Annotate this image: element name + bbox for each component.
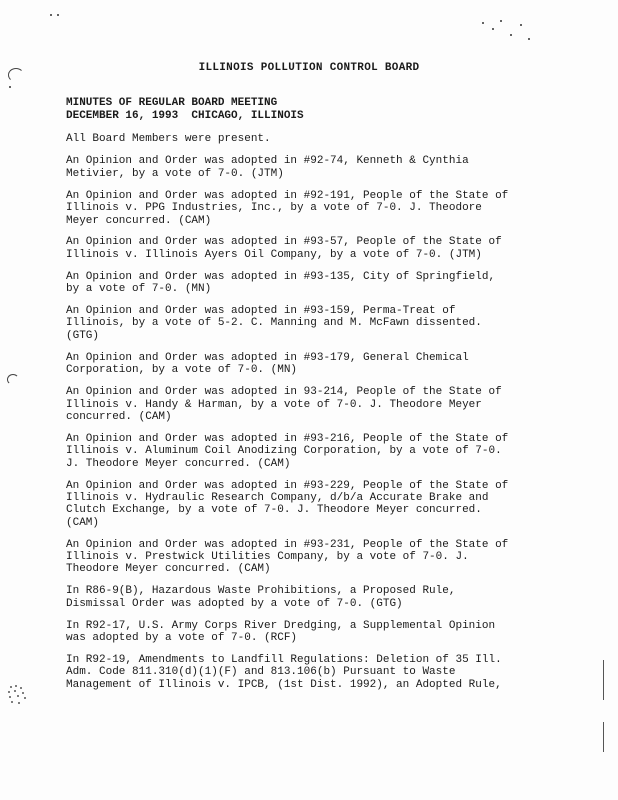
scan-speck: [520, 24, 522, 26]
scan-speck: [9, 86, 11, 88]
scan-speck: [50, 14, 52, 16]
scan-line: [603, 722, 604, 752]
minutes-paragraph: An Opinion and Order was adopted in #93-216, People of the State of Illinois v. Aluminum Coil Anodizing Corporation, by a vote of 7-0. J. Theodore Meyer concurred. (CAM): [66, 432, 509, 470]
scan-speck: [510, 34, 512, 36]
minutes-paragraph: An Opinion and Order was adopted in #93-159, Perma-Treat of Illinois, by a vote of 5-2. C. Manning and M. McFawn dissented. (GTG): [66, 305, 482, 342]
scan-speck: [492, 28, 494, 30]
minutes-paragraph: In R92-17, U.S. Army Corps River Dredging, a Supplemental Opinion was adopted by a vote of 7-0. (RCF): [66, 619, 496, 645]
board-heading: ILLINOIS POLLUTION CONTROL BOARD: [198, 62, 420, 74]
minutes-paragraph: An Opinion and Order was adopted in #93-57, People of the State of Illinois v. Illinois Ayers Oil Company, by a vote of 7-0. (JTM): [66, 236, 502, 261]
minutes-title: [66, 97, 304, 123]
scan-speck: [482, 22, 484, 24]
scan-speck: [57, 14, 59, 16]
minutes-paragraph: In R92-19, Amendments to Landfill Regulations: Deletion of 35 Ill. Adm. Code 811.310(d)(1)(F) and 813.106(b) Pursuant to Waste Management of Illinois v. IPCB, (1st Dist. 1992), an Adopted Rule,: [66, 654, 502, 691]
minutes-paragraph: An Opinion and Order was adopted in #93-135, City of Springfield, by a vote of 7-0. (MN): [66, 270, 496, 296]
minutes-paragraph: An Opinion and Order was adopted in #92-191, People of the State of Illinois v. PPG Industries, Inc., by a vote of 7-0. J. Theodore Meyer concurred. (CAM): [66, 189, 509, 227]
minutes-body: [66, 133, 538, 701]
scan-speck: [500, 20, 502, 22]
minutes-title-line1: MINUTES OF REGULAR BOARD MEETING: [66, 97, 278, 109]
minutes-paragraph: An Opinion and Order was adopted in 93-214, People of the State of Illinois v. Handy & Harman, by a vote of 7-0. J. Theodore Meyer concurred. (CAM): [66, 386, 502, 423]
minutes-title-line2: DECEMBER 16, 1993 CHICAGO, ILLINOIS: [66, 110, 304, 122]
attendance-note: All Board Members were present.: [66, 133, 271, 145]
scan-smudge: [6, 684, 28, 706]
minutes-paragraph: An Opinion and Order was adopted in #93-179, General Chemical Corporation, by a vote of 7-0. (MN): [66, 351, 469, 377]
minutes-paragraph: An Opinion and Order was adopted in #93-231, People of the State of Illinois v. Prestwick Utilities Company, by a vote of 7-0. J. Theodore Meyer concurred. (CAM): [66, 538, 509, 576]
minutes-paragraph: In R86-9(B), Hazardous Waste Prohibitions, a Proposed Rule, Dismissal Order was adopted by a vote of 7-0. (GTG): [66, 585, 456, 610]
minutes-paragraph: An Opinion and Order was adopted in #92-74, Kenneth & Cynthia Metivier, by a vote of 7-0. (JTM): [66, 155, 469, 180]
minutes-paragraph: An Opinion and Order was adopted in #93-229, People of the State of Illinois v. Hydraulic Research Company, d/b/a Accurate Brake and Clutch Exchange, by a vote of 7-0. J. Theodore Meyer concurred. (CAM): [66, 479, 509, 529]
scan-line: [603, 660, 604, 700]
margin-mark: [7, 374, 19, 385]
scan-speck: [528, 38, 530, 40]
